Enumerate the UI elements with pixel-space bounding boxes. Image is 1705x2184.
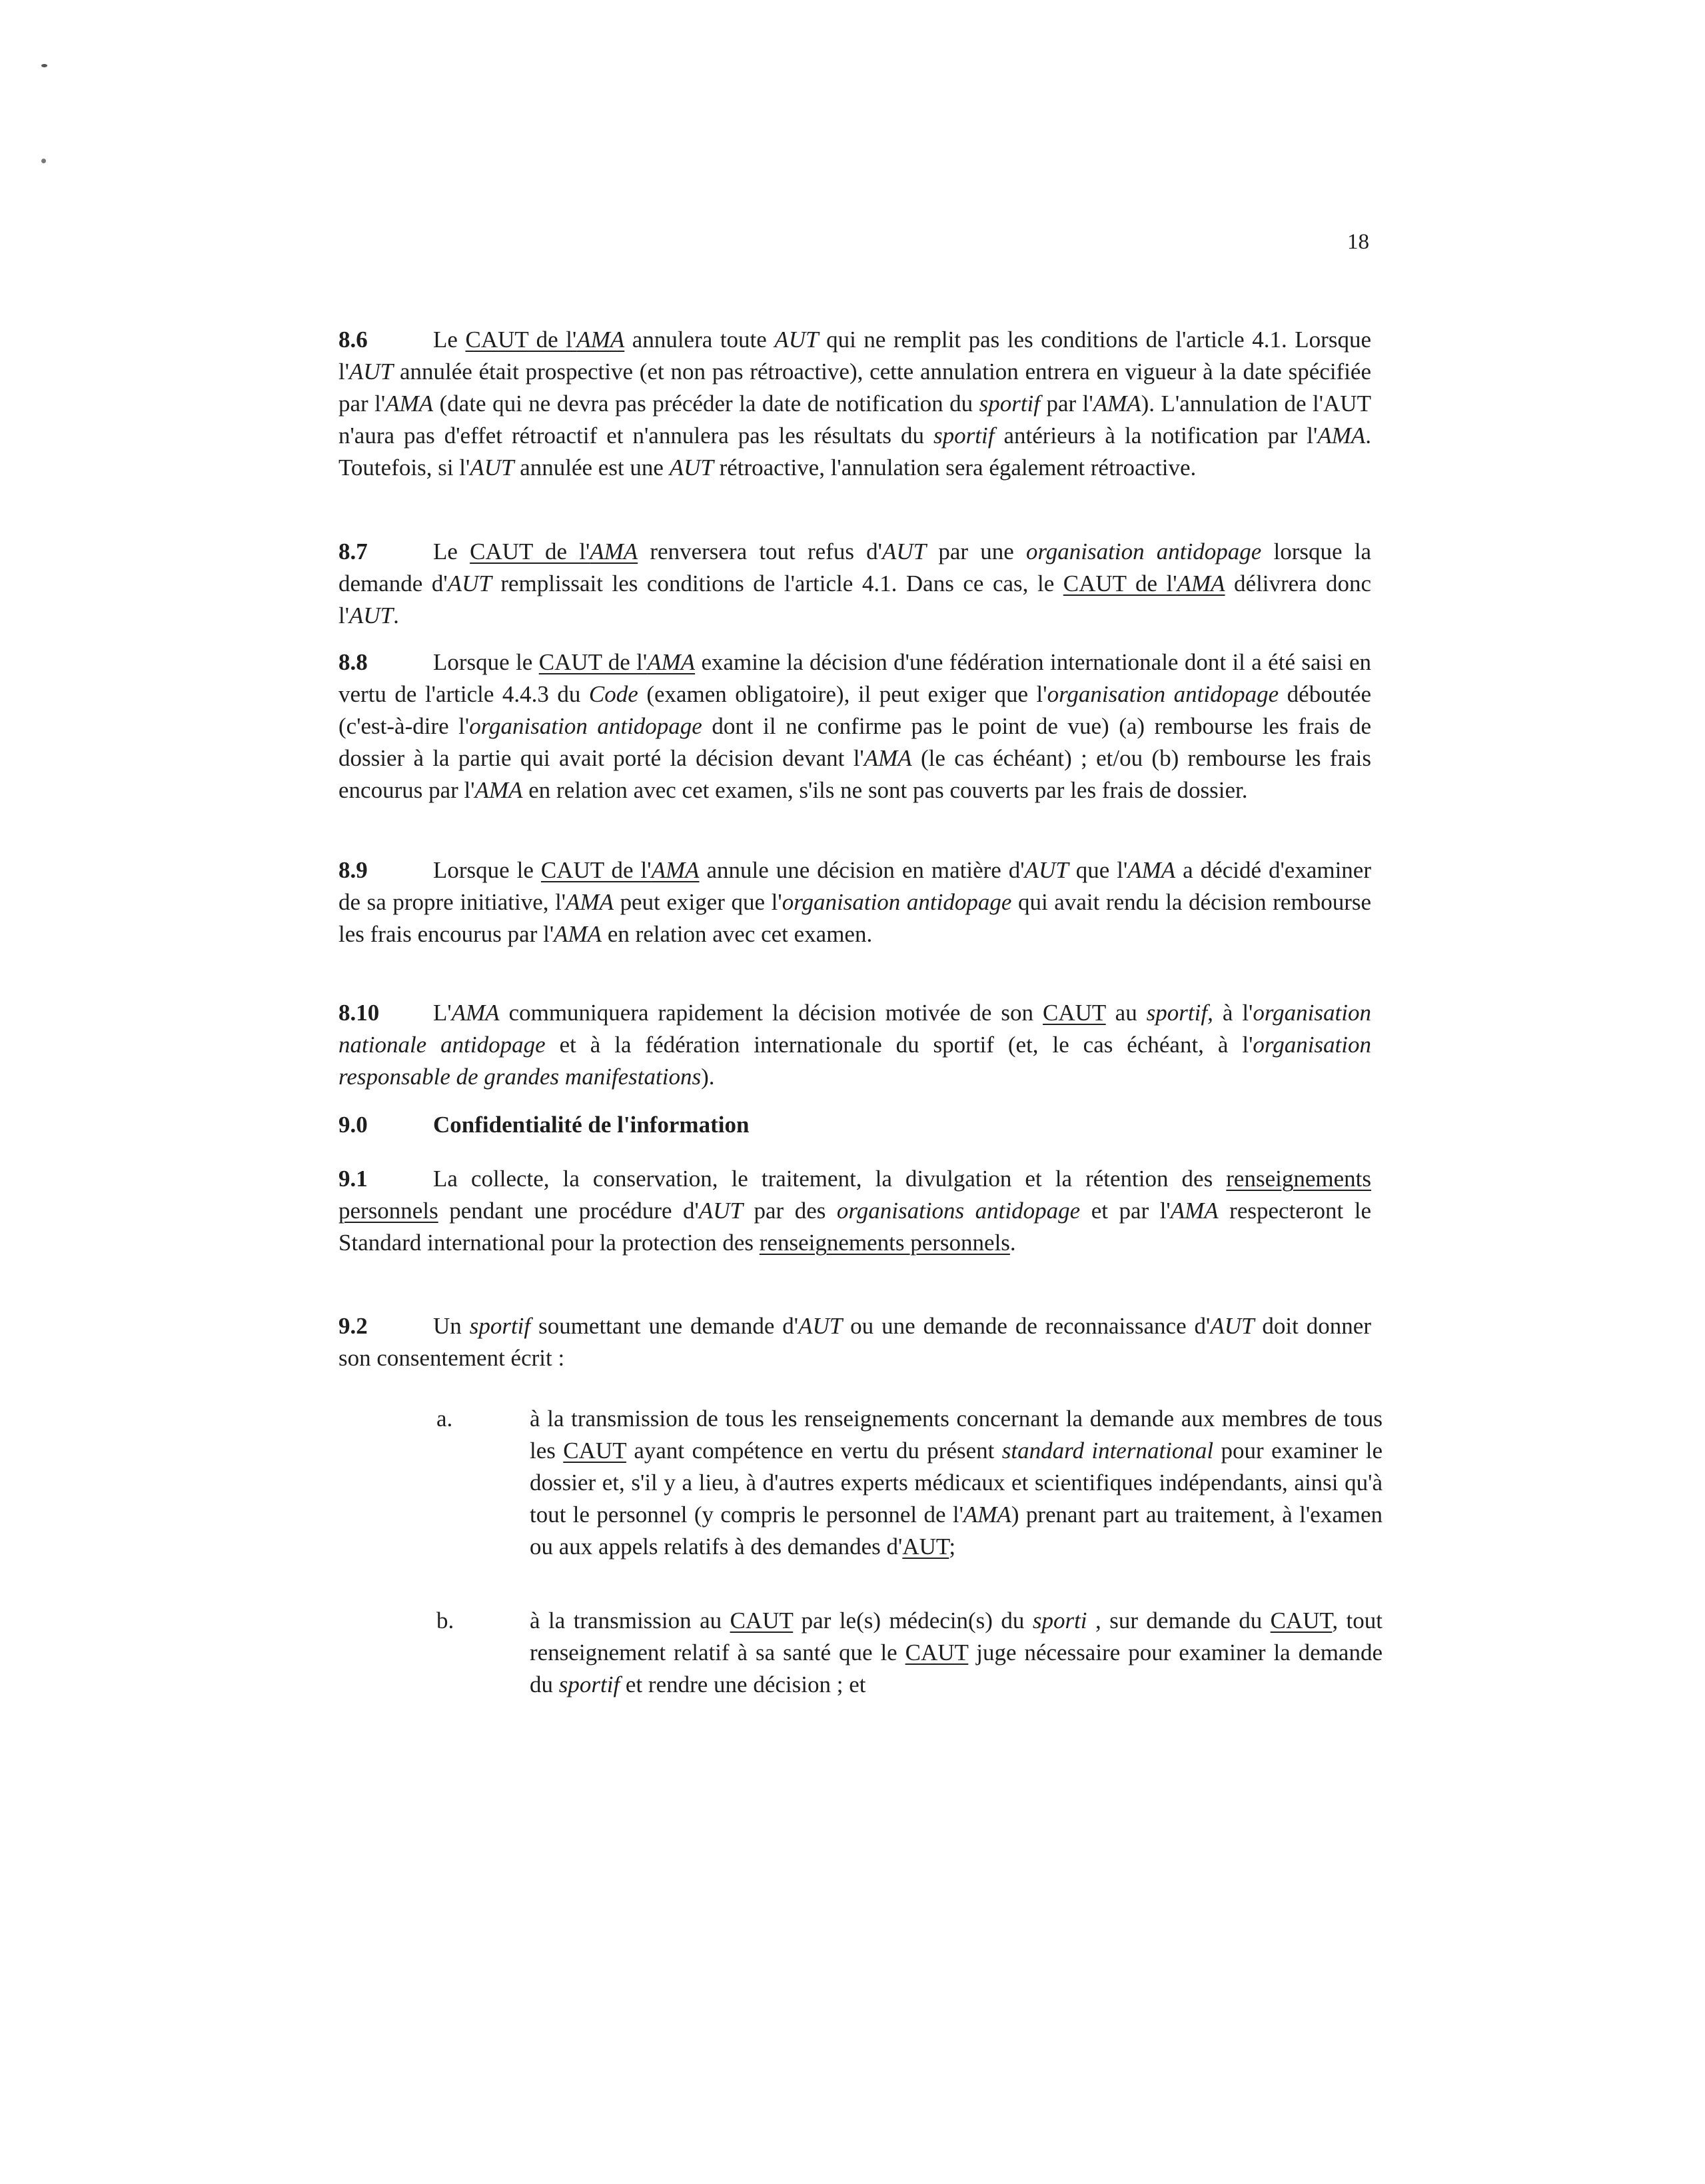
text: par l' <box>1040 391 1093 417</box>
italic-term: AMA <box>1127 857 1176 883</box>
text: communiquera rapidement la décision motivée de son <box>499 1000 1043 1026</box>
text: par une <box>926 539 1026 564</box>
text: qui avait rendu la décision rembourse les frais encourus par l' <box>338 889 1372 947</box>
text: antérieurs à la notification par l' <box>994 423 1318 449</box>
underlined-term: CAUT de l'AMA <box>538 649 696 675</box>
italic-term: AMA <box>1093 391 1141 417</box>
text: à l' <box>1213 1000 1253 1026</box>
text: . Toutefois, si l' <box>338 423 1371 481</box>
section-number: 9.2 <box>338 1313 368 1339</box>
section-number: 8.7 <box>338 539 368 564</box>
italic-term: sportif <box>558 1671 620 1697</box>
text: respecteront le Standard international pour la protection des <box>338 1198 1371 1256</box>
italic-term: sportif <box>979 391 1040 417</box>
text: (date qui ne devra pas précéder la date de notification du <box>433 391 979 417</box>
underlined-term: CAUT de l'AMA <box>1063 570 1225 596</box>
italic-term: AMA <box>385 391 434 417</box>
page-number: 18 <box>1347 230 1369 254</box>
text: Le <box>433 327 466 353</box>
section-number: 8.8 <box>338 649 368 675</box>
text: ). <box>701 1064 715 1090</box>
italic-term: sportif <box>933 423 995 449</box>
text: annulée était prospective (et non pas rétroactive), cette annulation entrera en vigueur à la date spécifiée par l' <box>338 359 1371 417</box>
paragraph-8-9 <box>338 854 1371 950</box>
text: qui ne remplit pas les conditions de l'article 4.1. Lorsque l' <box>338 327 1371 385</box>
section-number: 8.9 <box>338 857 368 883</box>
text: et par l' <box>1080 1198 1171 1224</box>
scan-speck <box>41 159 46 163</box>
text: annulera toute <box>624 327 775 353</box>
italic-term: sporti <box>1032 1608 1087 1634</box>
underlined-term: CAUT de l'AMA <box>465 327 625 353</box>
list-item-b <box>436 1605 1383 1701</box>
section-number: 9.0 <box>338 1112 368 1138</box>
italic-term: AUT <box>881 539 927 564</box>
text: . <box>393 602 399 628</box>
text: délivrera donc l' <box>338 570 1371 628</box>
italic-term: AMA <box>863 745 912 771</box>
text: . <box>1009 1230 1016 1256</box>
text: et rendre une décision ; et <box>620 1671 866 1697</box>
text: déboutée (c'est-à-dire l' <box>338 681 1372 739</box>
text: doit donner son consentement écrit : <box>338 1313 1371 1371</box>
section-number: 9.1 <box>338 1166 368 1192</box>
text: ) prenant part au traitement, à l'examen ou aux appels relatifs à des demandes d' <box>530 1502 1383 1560</box>
underlined-term: CAUT <box>905 1639 969 1665</box>
text: pour examiner le dossier et, s'il y a lieu, à d'autres experts médicaux et scientifiques indépendants, ainsi qu'à tout le personnel (y compris le personnel de l' <box>530 1438 1383 1528</box>
text: pendant une procédure d' <box>438 1198 699 1224</box>
italic-term: AMA <box>963 1502 1011 1528</box>
paragraph-9-2 <box>338 1310 1371 1374</box>
text: lorsque la demande d' <box>338 539 1371 596</box>
italic-term: AMA <box>1317 423 1366 449</box>
italic-term: organisation responsable de grandes manifestations <box>338 1032 1371 1090</box>
text: renversera tout refus d' <box>638 539 882 564</box>
text: ayant compétence en vertu du présent <box>626 1438 1002 1464</box>
paragraph-8-10 <box>338 997 1371 1093</box>
italic-term: organisation nationale antidopage <box>338 1000 1371 1058</box>
underlined-term: AUT <box>902 1534 949 1560</box>
section-number: 8.6 <box>338 327 368 353</box>
text: Le <box>433 539 470 564</box>
list-letter: a. <box>436 1406 453 1432</box>
text: examine la décision d'une fédération internationale dont il a été saisi en vertu de l'article 4.4.3 du <box>338 649 1371 707</box>
text: soumettant une demande d' <box>530 1313 799 1339</box>
text: juge nécessaire pour examiner la demande du <box>530 1639 1383 1697</box>
text: a décidé d'examiner de sa propre initiative, l' <box>338 857 1371 915</box>
italic-term: sportif, <box>1146 1000 1213 1026</box>
text: en relation avec cet examen. <box>602 921 873 947</box>
text: à la transmission au <box>530 1608 730 1634</box>
underlined-term: CAUT de l'AMA <box>470 539 638 564</box>
italic-term: organisation antidopage <box>469 713 702 739</box>
underlined-term: renseignements personnels <box>338 1166 1371 1224</box>
italic-term: organisation antidopage <box>1025 539 1262 564</box>
text: rétroactive, l'annulation sera également rétroactive. <box>713 455 1197 481</box>
italic-term: AUT <box>774 327 819 353</box>
italic-term: organisation antidopage <box>782 889 1012 915</box>
text: Un <box>433 1313 470 1339</box>
text: par le(s) médecin(s) du <box>793 1608 1033 1634</box>
italic-term: AMA <box>566 889 614 915</box>
paragraph-8-8 <box>338 646 1371 806</box>
underlined-term: renseignements personnels <box>759 1230 1010 1256</box>
text: annule une décision en matière d' <box>699 857 1025 883</box>
text: , tout renseignement relatif à sa santé que le <box>530 1608 1383 1665</box>
text: que l' <box>1068 857 1128 883</box>
italic-term: AMA <box>554 921 602 947</box>
text: à la transmission de tous les renseignements concernant la demande aux membres de tous les <box>530 1406 1383 1464</box>
italic-term: AUT <box>447 570 492 596</box>
italic-term: organisation antidopage <box>1047 681 1279 707</box>
paragraph-9-1 <box>338 1163 1371 1259</box>
text: peut exiger que l' <box>614 889 782 915</box>
text: et à la fédération internationale du sportif (et, le cas échéant, à l' <box>545 1032 1253 1058</box>
list-item-text <box>530 1605 1383 1701</box>
italic-term: standard international <box>1001 1438 1214 1464</box>
italic-term: AMA <box>451 1000 500 1026</box>
text: ). L'annulation de l'AUT n'aura pas d'effet rétroactif et n'annulera pas les résultats du <box>338 391 1371 449</box>
section-heading-9-0 <box>338 1112 749 1138</box>
text: dont il ne confirme pas le point de vue) (a) rembourse les frais de dossier à la partie qui avait porté la décision devant l' <box>338 713 1371 771</box>
italic-term: sportif <box>469 1313 531 1339</box>
text: remplissait les conditions de l'article 4.1. Dans ce cas, le <box>491 570 1063 596</box>
italic-term: AUT <box>1210 1313 1255 1339</box>
underlined-term: CAUT <box>730 1608 794 1634</box>
italic-term: AUT <box>349 359 394 385</box>
scan-speck <box>41 64 47 67</box>
italic-term: AMA <box>1170 1198 1219 1224</box>
text: par des <box>742 1198 837 1224</box>
italic-term: AUT <box>349 602 394 628</box>
text: Lorsque le <box>433 649 539 675</box>
section-number: 8.10 <box>338 1000 380 1026</box>
text: (examen obligatoire), il peut exiger que l' <box>638 681 1047 707</box>
list-item-text <box>530 1403 1383 1563</box>
text: en relation avec cet examen, s'ils ne sont pas couverts par les frais de dossier. <box>522 777 1248 803</box>
text: annulée est une <box>514 455 670 481</box>
underlined-term: CAUT <box>563 1438 626 1464</box>
text: , sur demande du <box>1087 1608 1271 1634</box>
italic-term: AUT <box>798 1313 843 1339</box>
italic-term: Code <box>588 681 638 707</box>
italic-term: AUT <box>1024 857 1069 883</box>
text: La collecte, la conservation, le traitement, la divulgation et la rétention des <box>433 1166 1227 1192</box>
underlined-term: CAUT de l'AMA <box>540 857 700 883</box>
italic-term: organisations antidopage <box>836 1198 1081 1224</box>
italic-term: AUT <box>698 1198 743 1224</box>
paragraph-8-6 <box>338 324 1371 484</box>
text: (le cas échéant) ; et/ou (b) rembourse les frais encourus par l' <box>338 745 1371 803</box>
italic-term: AUT <box>470 455 514 481</box>
underlined-term: CAUT <box>1043 1000 1106 1026</box>
section-title: Confidentialité de l'information <box>433 1112 750 1138</box>
italic-term: AUT <box>669 455 714 481</box>
underlined-term: CAUT <box>1270 1608 1333 1634</box>
text: au <box>1105 1000 1147 1026</box>
italic-term: AMA <box>474 777 523 803</box>
text: Lorsque le <box>433 857 541 883</box>
text: ou une demande de reconnaissance d' <box>842 1313 1211 1339</box>
list-item-a <box>436 1403 1383 1563</box>
list-letter: b. <box>436 1608 454 1634</box>
text: L' <box>433 1000 452 1026</box>
paragraph-8-7 <box>338 536 1371 632</box>
text: ; <box>949 1534 956 1560</box>
